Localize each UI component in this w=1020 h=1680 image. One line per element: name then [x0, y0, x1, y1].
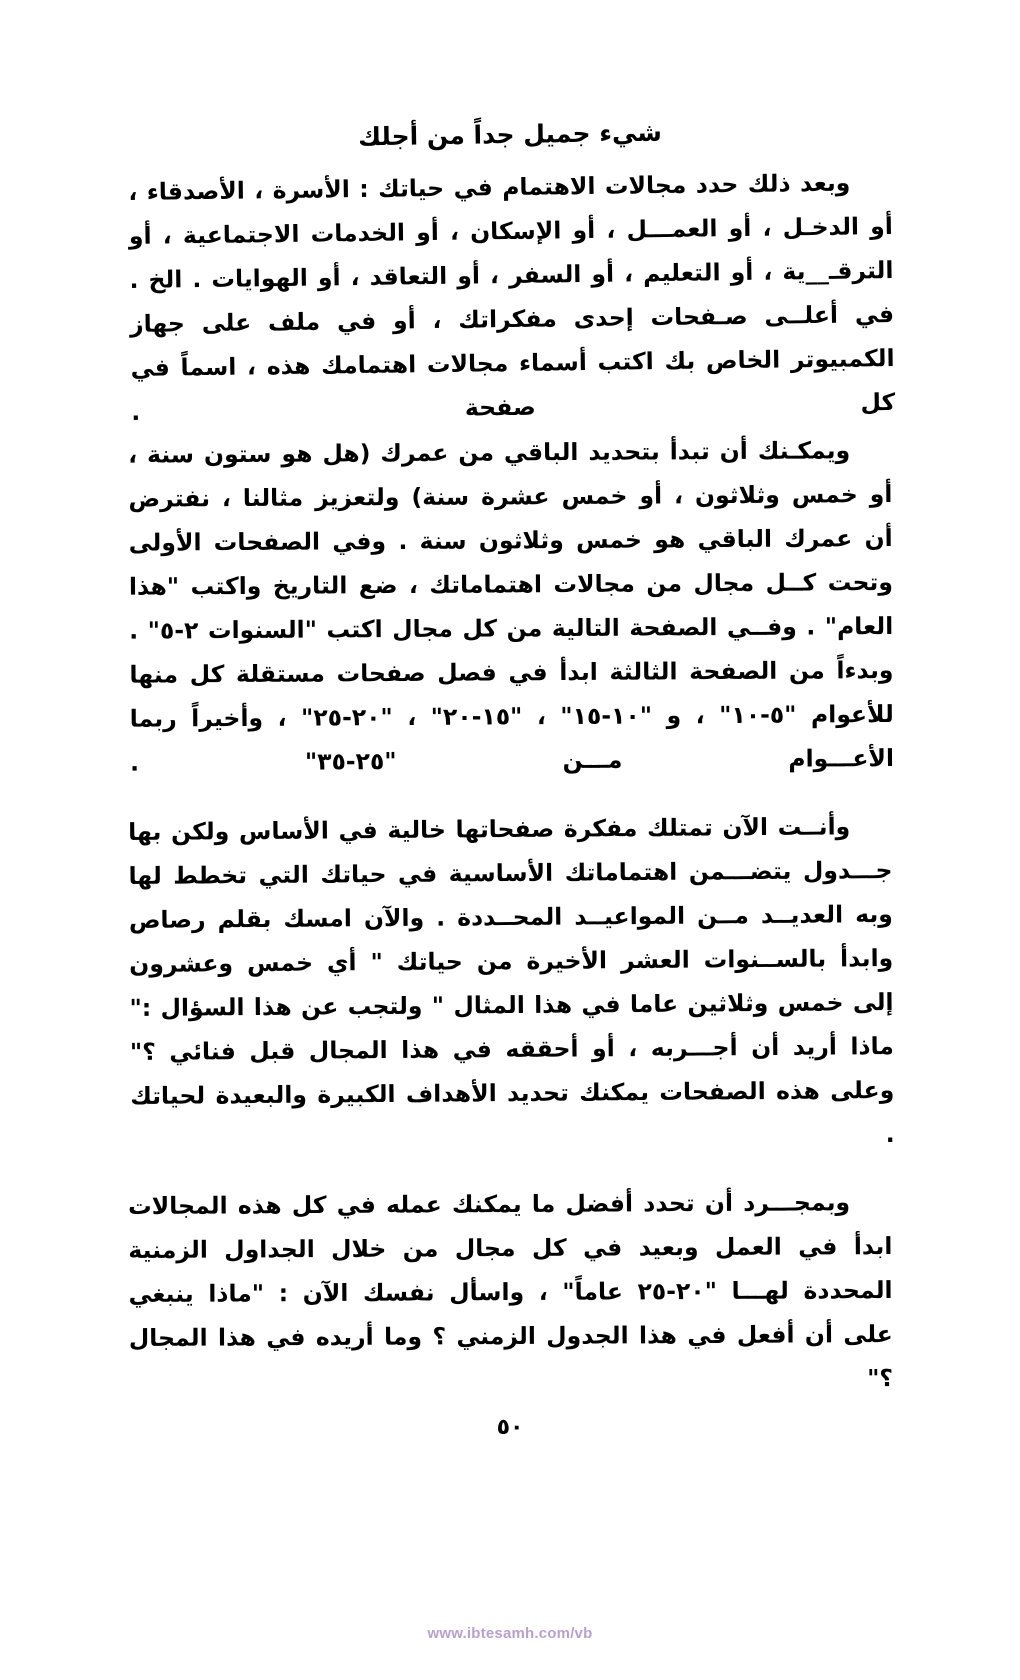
page-content	[128, 117, 896, 1400]
page-title: شيء جميل جداً من أجلك	[357, 117, 663, 152]
paragraph-spacer	[128, 1160, 892, 1180]
paragraph-2: ويمكـنك أن تبدأ بتحديد الباقي من عمرك (هل هو ستون سنة ، أو خمس وثلاثون ، أو خمس عشرة سنة) ولتعزيز مثالنا ، نفترض أن عمرك الباقي هو خمس وثلاثون سنة . وفي الصفحات الأولى وتحت كــل مجال من مجالات اهتماماتك ، ضع التاريخ واكتب "هذا العام" . وفــي الصفحة التالية من كل مجال اكتب "السنوات ٢-٥" . وبدءاً من الصفحة الثالثة ابدأ في فصل صفحات مستقلة كل منها للأعوام "٥-١٠" ، و "١٠-١٥" ، "١٥-٢٠" ، "٢٠-٢٥" ، وأخيراً ربما الأعـــوام مـــن "٢٥-٣٥" .	[128, 436, 895, 777]
paragraph-4: وبمجـــرد أن تحدد أفضل ما يمكنك عمله في كل هذه المجالات ابدأ في العمل وبعيد في كل مجال من خلال الجداول الزمنية المحددة لهـــا "٢٠-٢٥ عاماً" ، واسأل نفسك الآن : "ماذا ينبغي على أن أفعل في هذا الجدول الزمني ؟ وما أريده في هذا المجال ؟"	[128, 1187, 894, 1392]
paragraph-3: وأنــت الآن تمتلك مفكرة صفحاتها خالية في الأساس ولكن بها جـــدول يتضـــمن اهتماماتك الأساسية في حياتك التي تخطط لها وبه العديــد مــن المواعيــد المحــددة . والآن امسك بقلم رصاص وابدأ بالســنوات العشر الأخيرة من حياتك " أي خمس وعشرون إلى خمس وثلاثين عاما في هذا المثال " ولتجب عن هذا السؤال :" ماذا أريد أن أجـــربه ، أو أحققه في هذا المجال قبل فنائي ؟" وعلى هذه الصفحات يمكنك تحديد الأهداف الكبيرة والبعيدة لحياتك .	[128, 812, 895, 1148]
paragraph-spacer	[128, 784, 892, 804]
paragraph-1: وبعد ذلك حدد مجالات الاهتمام في حياتك : الأسرة ، الأصدقاء ، أو الدخـل ، أو العمـــل ، أو الإسكان ، أو الخدمات الاجتماعية ، أو الترقـ__ية ، أو التعليم ، أو السفر ، أو التعاقد ، أو الهوايات . الخ . في أعلــى صـفحات إحدى مفكراتك ، أو في ملف على جهاز الكمبيوتر الخاص بك اكتب أسماء مجالات اهتمامك هذه ، اسماً في كل صفحة .	[128, 168, 896, 426]
page-number: ٥٠	[496, 1415, 524, 1440]
footer-watermark: www.ibtesamh.com/vb	[427, 1625, 593, 1642]
